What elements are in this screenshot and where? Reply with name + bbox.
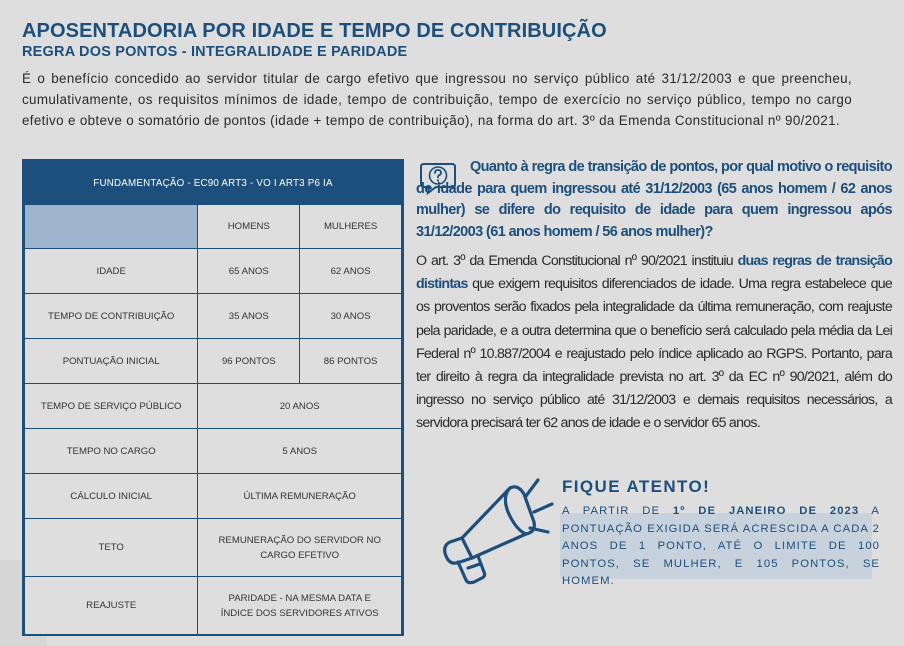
row-label: TEMPO DE CONTRIBUIÇÃO bbox=[25, 294, 198, 339]
table-heading: FUNDAMENTAÇÃO - EC90 ART3 - VO I ART3 P6 IA bbox=[25, 162, 402, 205]
table-row bbox=[25, 294, 402, 339]
intro-paragraph: É o benefício concedido ao servidor titular de cargo efetivo que ingressou no serviço público até 31/12/2003 e que preencheu, cumulativamente, os requisitos mínimos de idade, tempo de contribuição, tempo de exercício no serviço público, tempo no cargo efetivo e obteve o somatório de pontos (idade + tempo de contribuição), na forma do art. 3º da Emenda Constitucional nº 90/2021. bbox=[22, 71, 852, 128]
page-title: APOSENTADORIA POR IDADE E TEMPO DE CONTRIBUIÇÃO bbox=[22, 20, 607, 42]
megaphone-icon bbox=[428, 472, 556, 590]
requirements-table bbox=[22, 159, 404, 636]
table-row bbox=[25, 384, 402, 429]
alert-title: FIQUE ATENTO! bbox=[562, 477, 711, 496]
cell-men: 35 ANOS bbox=[198, 294, 300, 339]
faq-answer: O art. 3º da Emenda Constitucional nº 90/2021 instituiu duas regras de transição distintas que exigem requisitos diferenciados de idade. Uma regra estabelece que os proventos serão fixados pela integralidade da última remuneração, com reajuste pela paridade, e a outra determina que o benefício será calculado pela média da Lei Federal nº 10.887/2004 e reajustado pelo índice aplicado ao RGPS. Portanto, para ter direito à regra da integralidade prevista no art. 3º da EC nº 90/2021, além do ingresso no serviço público até 31/12/2003 e demais requisitos necessários, a servidora precisará ter 62 anos de idade e o servidor 65 anos. bbox=[416, 253, 892, 432]
cell-men: 96 PONTOS bbox=[198, 339, 300, 384]
table-row bbox=[25, 577, 402, 635]
row-label: CÁLCULO INICIAL bbox=[25, 474, 198, 519]
page-subtitle: REGRA DOS PONTOS - INTEGRALIDADE E PARIDADE bbox=[22, 44, 408, 60]
cell-women: 62 ANOS bbox=[300, 249, 402, 294]
column-header-men: HOMENS bbox=[198, 205, 300, 249]
cell-value: ÚLTIMA REMUNERAÇÃO bbox=[198, 474, 402, 519]
row-label: TEMPO NO CARGO bbox=[25, 429, 198, 474]
table-row bbox=[25, 474, 402, 519]
table-row bbox=[25, 339, 402, 384]
row-label: TEMPO DE SERVIÇO PÚBLICO bbox=[25, 384, 198, 429]
alert-text: A PARTIR DE 1º DE JANEIRO DE 2023 A PONTUAÇÃO EXIGIDA SERÁ ACRESCIDA A CADA 2 ANOS DE 1 PONTO, ATÉ O LIMITE DE 100 PONTOS, SE MULHER, E 105 PONTOS, SE HOMEM. bbox=[562, 505, 881, 587]
faq-question: Quanto à regra de transição de pontos, por qual motivo o requisito de idade para quem ingressou até 31/12/2003 (65 anos homem / 62 anos mulher) se difere do requisito de idade para quem ingressou após 31/12/2003 (61 anos homem / 56 anos mulher)? bbox=[416, 159, 892, 241]
cell-value: 20 ANOS bbox=[198, 384, 402, 429]
row-label: IDADE bbox=[25, 249, 198, 294]
cell-women: 86 PONTOS bbox=[300, 339, 402, 384]
cell-value: REMUNERAÇÃO DO SERVIDOR NO CARGO EFETIVO bbox=[198, 519, 402, 577]
table-row bbox=[25, 519, 402, 577]
cell-men: 65 ANOS bbox=[198, 249, 300, 294]
cell-value: PARIDADE - NA MESMA DATA E ÍNDICE DOS SERVIDORES ATIVOS bbox=[198, 577, 402, 635]
row-label: REAJUSTE bbox=[25, 577, 198, 635]
cell-women: 30 ANOS bbox=[300, 294, 402, 339]
table-row bbox=[25, 429, 402, 474]
alert-date: 1º DE JANEIRO DE 2023 bbox=[672, 505, 860, 517]
row-label: TETO bbox=[25, 519, 198, 577]
column-header-women: MULHERES bbox=[300, 205, 402, 249]
table-row bbox=[25, 249, 402, 294]
row-label: PONTUAÇÃO INICIAL bbox=[25, 339, 198, 384]
answer-highlight: duas regras de transição distintas bbox=[416, 253, 892, 293]
table-corner-cell bbox=[25, 205, 198, 249]
cell-value: 5 ANOS bbox=[198, 429, 402, 474]
